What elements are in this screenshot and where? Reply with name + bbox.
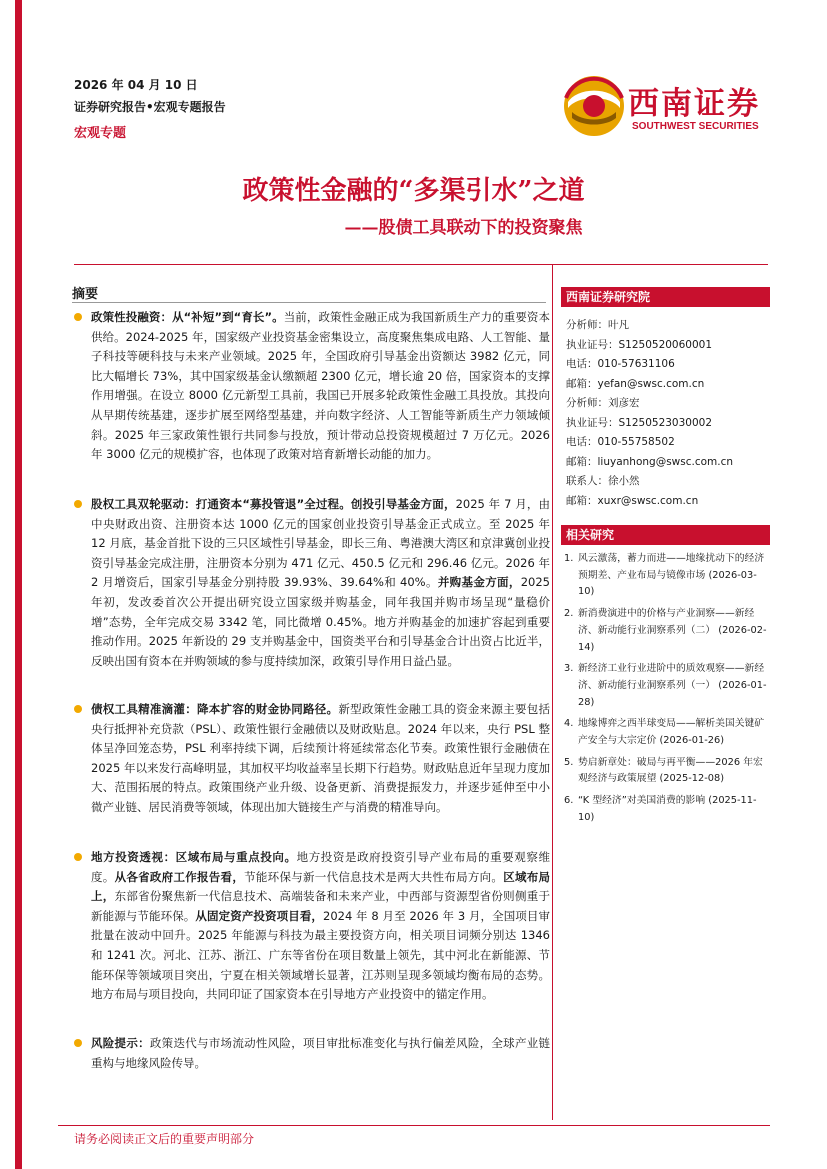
paragraph-text: 2025 年初，发改委首次公开提出研究设立国家级并购基金，同年我国并购市场呈现“量稳价增”态势，全年完成交易 3342 笔，同比微增 0.45%。地方并购基金的加速扩容起到重要推动作用。2025 年新设的 29 支并购基金中，国资类平台和引导基金合计出资占比近半，反映出国有资本在并购领域的参与度持续加深，政策引导作用日益凸显。 — [91, 575, 551, 668]
paragraph-text: 地方投资是政府投资引导产业布局的重要观察维度。 — [91, 850, 550, 884]
paragraph-text: 政策迭代与市场流动性风险，项目审批标准变化与执行偏差风险，全球产业链重构与地缘风险传导。 — [91, 1036, 551, 1070]
company-logo — [562, 72, 772, 138]
paragraph-lead: 政策性投融资：从“补短”到“育长”。 — [91, 310, 284, 324]
abstract-underline — [72, 302, 546, 303]
bullet-icon — [74, 705, 82, 713]
page-subtitle: ——股债工具联动下的投资聚焦 — [344, 218, 583, 238]
header-divider — [74, 264, 768, 265]
analyst-email[interactable]: 邮箱：yefan@swsc.com.cn — [566, 377, 705, 390]
contact-name: 联系人：徐小然 — [566, 475, 640, 487]
related-item[interactable]: 2. 新消费演进中的价格与产业洞察——新经济、新动能行业洞察系列（二） (2026-02-14) — [564, 608, 767, 653]
report-type: 证券研究报告•宏观专题报告 — [74, 100, 226, 114]
paragraph-lead: 债权工具精准滴灌：降本扩容的财金协同路径。 — [91, 702, 339, 716]
related-research-heading: 相关研究 — [561, 525, 770, 545]
bullet-icon — [74, 313, 82, 321]
footer-disclaimer: 请务必阅读正文后的重要声明部分 — [74, 1132, 255, 1146]
analyst-email[interactable]: 邮箱：liuyanhong@swsc.com.cn — [566, 455, 734, 468]
paragraph-sub-lead: 并购基金方面， — [437, 575, 521, 590]
report-date: 2026 年 04 月 10 日 — [74, 78, 198, 92]
related-item[interactable]: 6. “K 型经济”对美国消费的影响 (2025-11-10) — [564, 795, 757, 823]
paragraph-text: 当前，政策性金融正成为我国新质生产力的重要资本供给。2024-2025 年，国家级产业投资基金密集设立，高度聚焦集成电路、人工智能、量子科技等硬科技与未来产业领域。2025 年，全国政府引导基金出资额达 3982 亿元，同比大幅增长 73%，其中国家级基金认缴额超 2300 亿元，增长逾 20 倍，国家资本的支撑作用增强。在设立 8000 亿元新型工具前，我国已开展多轮政策性金融工具投放。其投向从早期传统基建，逐步扩展至网络型基建，并向数字经济、人工智能等新质生产力领域倾斜。2025 年三家政策性银行共同参与投放，预计带动总投资规模超过 7 万亿元。2026 年 3000 亿元的规模扩容，也体现了政策对培育新增长动能的加力。 — [91, 310, 550, 462]
analyst-license: 执业证号：S1250523030002 — [566, 416, 713, 429]
abstract-paragraph-risk — [74, 1034, 550, 1073]
abstract-paragraph-1 — [74, 308, 550, 465]
analyst-card-2 — [566, 394, 766, 472]
analyst-phone: 电话：010-57631106 — [566, 358, 675, 370]
analyst-phone: 电话：010-55758502 — [566, 436, 675, 448]
abstract-paragraph-4 — [74, 848, 550, 1005]
logo-emblem-icon — [562, 72, 626, 138]
paragraph-lead: 股权工具双轮驱动：打通资本“募投管退”全过程。创投引导基金方面， — [91, 497, 456, 511]
abstract-paragraph-2 — [74, 495, 550, 671]
contact-card — [566, 472, 766, 511]
related-item[interactable]: 4. 地缘博弈之西半球变局——解析美国关键矿产安全与大宗定价 (2026-01-26) — [564, 718, 765, 747]
paragraph-text: 2025 年 7 月，由中央财政出资、注册资本达 1000 亿元的国家创业投资引导基金正式成立。至 2025 年 12 月底，基金首批下设的三只区域性引导基金，即长三角、粤港澳大湾区和京津冀创业投资引导基金完成注册，注册资本分别为 471 亿元、450.5 亿元和 296.46 亿元。2026 年 2 月增资后，国家引导基金分别持股 39.93%、39.64%和 40%。 — [91, 497, 550, 590]
paragraph-text: 新型政策性金融工具的资金来源主要包括央行抵押补充贷款（PSL）、政策性银行金融债以及财政贴息。2024 年以来，央行 PSL 整体呈净回笼态势，PSL 利率持续下调，后续预计将延续常态化节奏。政策性银行金融债在 2025 年以来发行高峰明显，其加权平均收益率呈长期下行趋势。财政贴息近年呈现力度加大、范围拓展的特点。政策围绕产业升级、设备更新、消费提振发力，并逐步延伸至中小微产业链、居民消费等领域，体现出加大链接生产与消费的精准导向。 — [91, 702, 551, 814]
bullet-icon — [74, 1039, 82, 1047]
paragraph-lead: 风险提示： — [91, 1036, 150, 1050]
related-item[interactable]: 5. 势启新章处：破局与再平衡——2026 年宏观经济与政策展望 (2025-12-08) — [564, 756, 763, 785]
paragraph-lead: 地方投资透视：区域布局与重点投向。 — [91, 850, 297, 864]
analyst-name: 分析师：刘彦宏 — [566, 397, 640, 409]
footer-divider — [58, 1125, 770, 1126]
paragraph-text: 节能环保与新一代信息技术是两大共性布局方向。 — [244, 869, 504, 884]
related-item[interactable]: 1. 风云激荡，蓄力而进——地缘扰动下的经济预期差、产业布局与镜像市场 (2026-03-10) — [564, 553, 765, 598]
abstract-heading: 摘要 — [72, 287, 99, 302]
bullet-icon — [74, 500, 82, 508]
column-divider — [552, 264, 553, 1120]
page-title: 政策性金融的“多渠引水”之道 — [242, 176, 585, 206]
paragraph-sub-lead: 从固定资产投资项目看， — [195, 908, 324, 923]
report-category: 宏观专题 — [74, 126, 127, 141]
logo-chinese-name: 西南证券 — [628, 86, 760, 122]
paragraph-sub-lead: 区域布局上， — [91, 869, 551, 904]
logo-english-name: SOUTHWEST SECURITIES — [632, 121, 759, 132]
analyst-card-1 — [566, 316, 766, 394]
analyst-name: 分析师：叶凡 — [566, 319, 629, 331]
bullet-icon — [74, 853, 82, 861]
related-item[interactable]: 3. 新经济工业行业进阶中的质效观察——新经济、新动能行业洞察系列（一） (2026-01-28) — [564, 663, 767, 708]
paragraph-text: 2024 年 8 月至 2026 年 3 月，全国项目审批量在波动中回升。2025 年能源与科技为最主要投资方向，相关项目词频分别达 1346 和 1241 次。河北、江苏、浙江、广东等省份在项目数量上领先，其中河北在新能源、节能环保等领域项目突出，宁夏在相关领域增长显著，江苏则呈现多领域均衡布局的态势。地方布局与项目投向，共同印证了国家资本在引导地方产业投资中的锚定作用。 — [91, 908, 551, 1002]
paragraph-text: 东部省份聚焦新一代信息技术、高端装备和未来产业，中西部与资源型省份则侧重于新能源与节能环保。 — [91, 889, 551, 923]
contact-email[interactable]: 邮箱：xuxr@swsc.com.cn — [566, 494, 699, 507]
abstract-paragraph-3 — [74, 700, 550, 818]
analyst-license: 执业证号：S1250520060001 — [566, 338, 713, 351]
paragraph-sub-lead: 从各省政府工作报告看， — [114, 869, 245, 884]
related-research-list — [564, 551, 770, 832]
institute-heading: 西南证券研究院 — [561, 287, 770, 307]
